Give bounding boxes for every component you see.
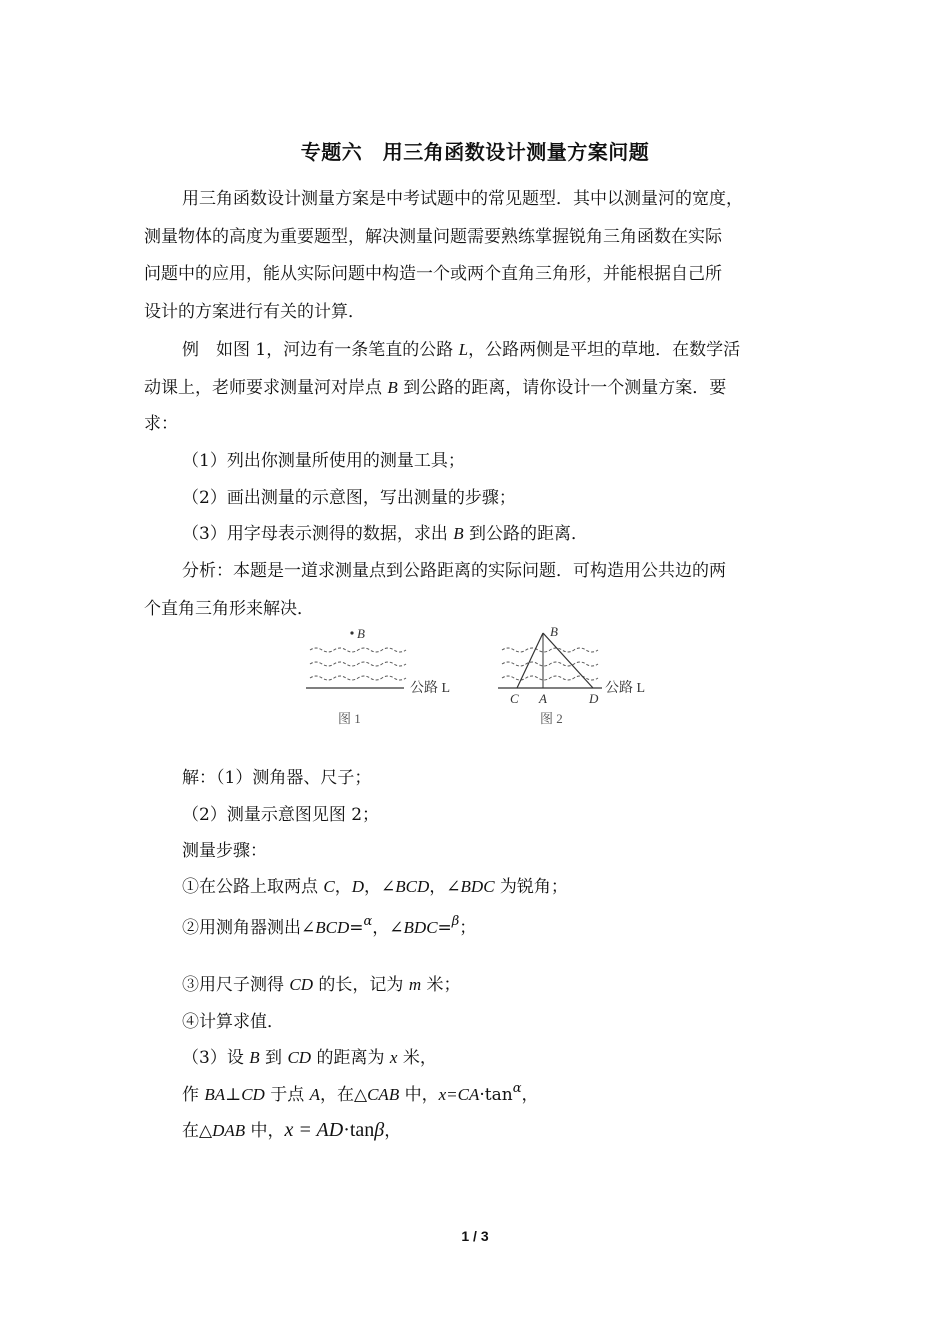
label-c: C	[510, 691, 519, 706]
river-wave-2	[502, 662, 598, 666]
label-a: A	[539, 691, 547, 706]
river-wave-1	[310, 648, 406, 652]
step-1: ①在公路上取两点 C，D，∠BCD，∠BDC 为锐角；	[182, 877, 568, 897]
figure-1-caption: 图 1	[338, 711, 361, 726]
label-b: B	[550, 624, 558, 639]
step-3: ③用尺子测得 CD 的长，记为 m 米；	[182, 975, 461, 995]
step-4: ④计算求值．	[182, 1012, 284, 1032]
analysis-line-2: 个直角三角形来解决．	[144, 599, 314, 619]
solution-line-cab: 作 BA⊥CD 于点 A，在△CAB 中，$x=CA\cdot\tan^\alpha$，	[182, 1081, 539, 1105]
solution-line-1: 解：（1）测角器、尺子；	[182, 768, 372, 788]
road-label: 公路 L	[605, 681, 646, 696]
page-number: 1 / 3	[461, 1228, 489, 1244]
example-line-3: 求：	[144, 414, 178, 434]
segment-bc	[517, 633, 543, 688]
road-label: 公路 L	[410, 681, 451, 696]
label-b: B	[357, 626, 365, 641]
point-b-dot	[350, 631, 353, 634]
solution-line-2: （2）测量示意图见图 2；	[182, 805, 380, 825]
figure-1-drawing	[300, 622, 470, 732]
analysis-line-1: 分析：本题是一道求测量点到公路距离的实际问题．可构造用公共边的两	[182, 561, 726, 581]
river-wave-2	[310, 662, 406, 666]
river-wave-1	[502, 648, 598, 652]
page-title: 专题六 用三角函数设计测量方案问题	[300, 140, 650, 164]
figure-2-caption: 图 2	[540, 711, 563, 726]
solution-line-3: 测量步骤：	[182, 841, 267, 861]
figure-2	[494, 622, 664, 732]
solution-part-3: （3）设 B 到 CD 的距离为 x 米，	[182, 1048, 437, 1068]
requirement-2: （2）画出测量的示意图，写出测量的步骤；	[182, 488, 516, 508]
example-line-2: 动课上，老师要求测量河对岸点 B 到公路的距离，请你设计一个测量方案．要	[144, 378, 727, 398]
label-d: D	[589, 691, 599, 706]
intro-line-3: 问题中的应用，能从实际问题中构造一个或两个直角三角形，并能根据自己所	[144, 264, 722, 284]
river-wave-3	[310, 676, 406, 680]
step-2: ②用测角器测出∠BCD=$^\alpha$，∠BDC=$^\beta$；	[182, 914, 477, 938]
figure-2-drawing	[494, 622, 664, 732]
requirement-3: （3）用字母表示测得的数据，求出 B 到公路的距离．	[182, 524, 589, 544]
requirement-1: （1）列出你测量所使用的测量工具；	[182, 451, 465, 471]
intro-line-2: 测量物体的高度为重要题型，解决测量问题需要熟练掌握锐角三角函数在实际	[144, 227, 722, 247]
example-line-1: 例 如图 1，河边有一条笔直的公路 L，公路两侧是平坦的草地．在数学活	[182, 340, 741, 360]
figure-1	[300, 622, 470, 732]
intro-line-4: 设计的方案进行有关的计算．	[144, 302, 365, 322]
intro-line-1: 用三角函数设计测量方案是中考试题中的常见题型．其中以测量河的宽度，	[182, 189, 743, 209]
segment-bd	[543, 633, 593, 688]
solution-line-dab: 在△DAB 中，x = AD·tanβ，	[182, 1119, 402, 1141]
